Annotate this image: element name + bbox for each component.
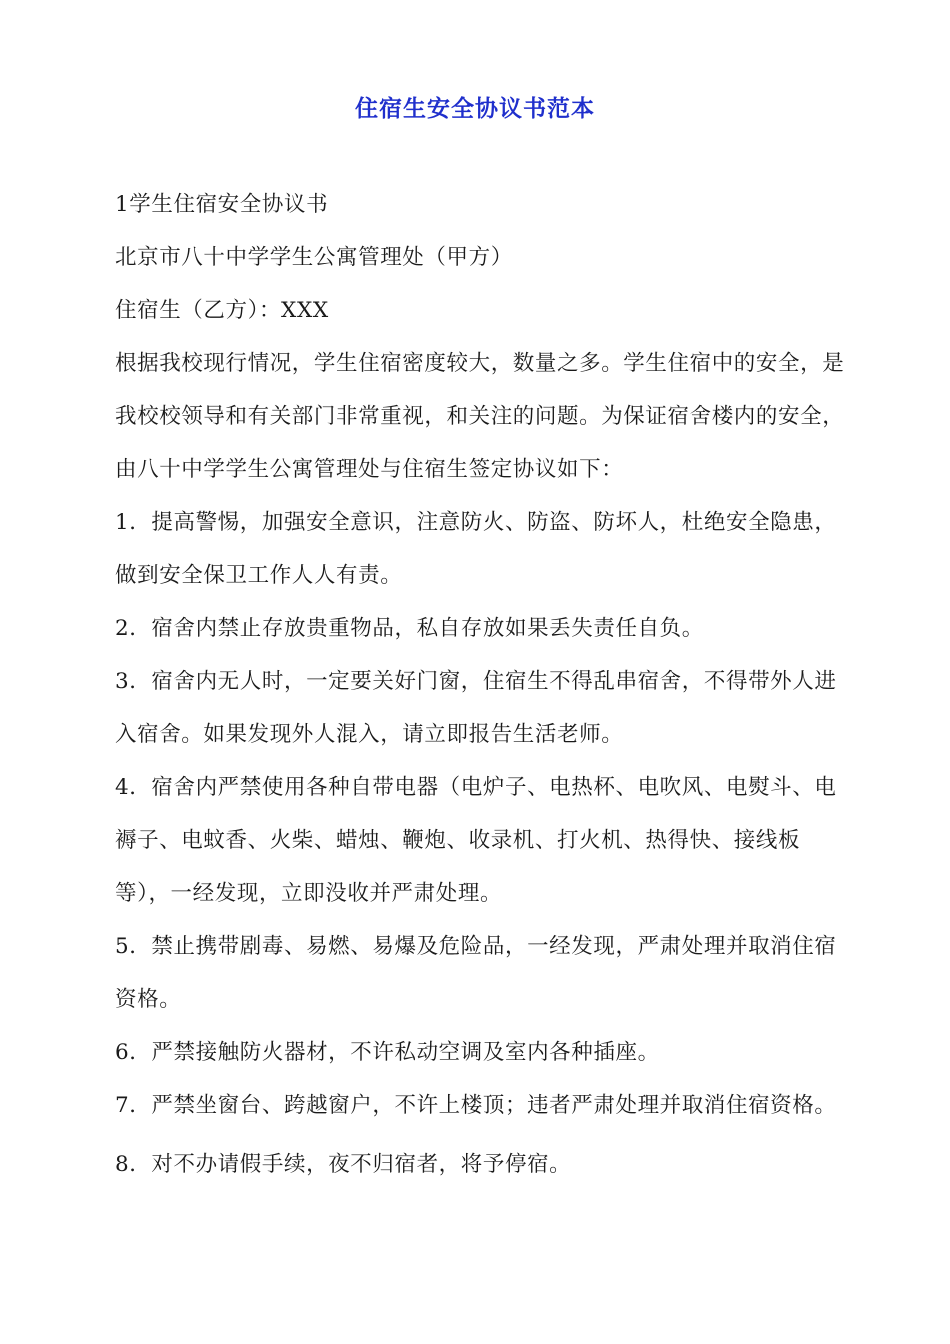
paragraph-party-b: 住宿生（乙方）：XXX: [115, 298, 329, 323]
paragraph-intro: 根据我校现行情况，学生住宿密度较大，数量之多。学生住宿中的安全，是我校校领导和有关部门非常重视，和关注的问题。为保证宿舍楼内的安全，由八十中学学生公寓管理处与住宿生签定协议如下：: [115, 351, 845, 482]
document-body: [115, 178, 850, 1191]
paragraph-party-a: 北京市八十中学学生公寓管理处（甲方）: [115, 245, 513, 270]
paragraph-heading: 1学生住宿安全协议书: [115, 192, 329, 217]
paragraph-clause-4: 4．宿舍内严禁使用各种自带电器（电炉子、电热杯、电吹风、电熨斗、电褥子、电蚊香、火柴、蜡烛、鞭炮、收录机、打火机、热得快、接线板等），一经发现，立即没收并严肃处理。: [115, 775, 837, 906]
paragraph-clause-3: 3．宿舍内无人时，一定要关好门窗，住宿生不得乱串宿舍，不得带外人进入宿舍。如果发现外人混入，请立即报告生活老师。: [115, 669, 837, 747]
document-title: 住宿生安全协议书范本: [355, 96, 595, 122]
paragraph-clause-5: 5．禁止携带剧毒、易燃、易爆及危险品，一经发现，严肃处理并取消住宿资格。: [115, 934, 837, 1012]
paragraph-clause-8: 8．对不办请假手续，夜不归宿者，将予停宿。: [115, 1152, 572, 1177]
paragraph-clause-1: 1．提高警惕，加强安全意识，注意防火、防盗、防坏人，杜绝安全隐患，做到安全保卫工作人人有责。: [115, 510, 837, 588]
paragraph-clause-7: 7．严禁坐窗台、跨越窗户，不许上楼顶；违者严肃处理并取消住宿资格。: [115, 1093, 837, 1118]
paragraph-clause-6: 6．严禁接触防火器材，不许私动空调及室内各种插座。: [115, 1040, 660, 1065]
paragraph-clause-2: 2．宿舍内禁止存放贵重物品，私自存放如果丢失责任自负。: [115, 616, 704, 641]
